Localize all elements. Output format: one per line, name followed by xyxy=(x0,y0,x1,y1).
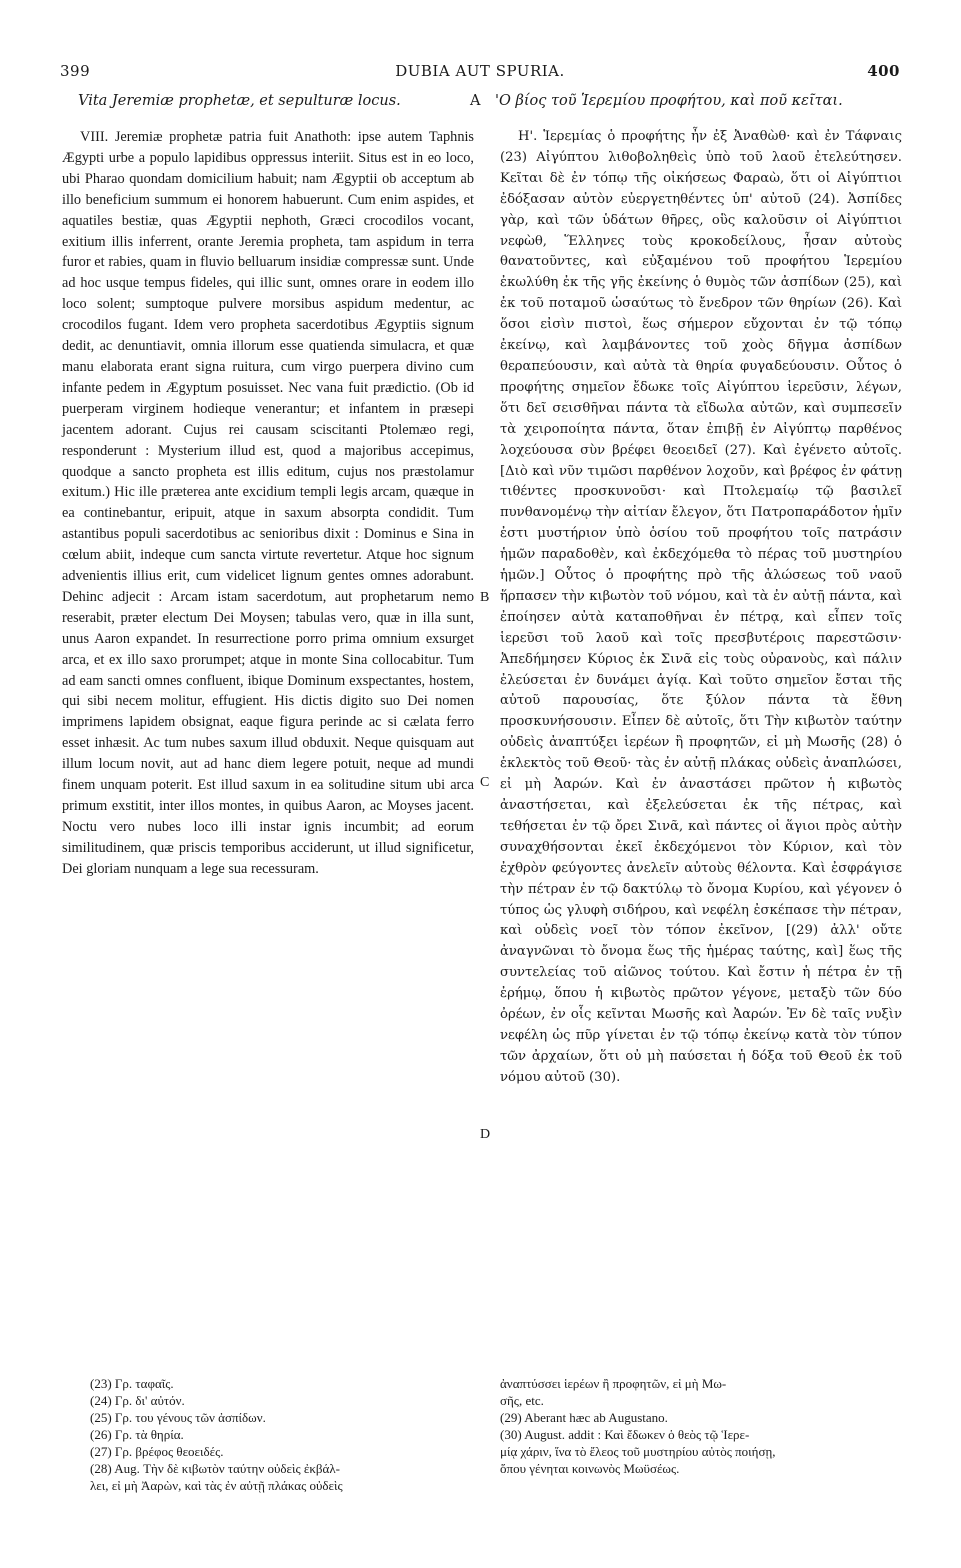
margin-letter-a: A xyxy=(470,93,481,109)
footnote: σῆς, etc. xyxy=(500,1393,544,1408)
footnotes-right xyxy=(500,1375,900,1477)
latin-paragraph: VIII. Jeremiæ prophetæ patria fuit Anathoth: ipse autem Taphnis Ægypti urbe a populo lapidibus oppressus interiit. Situs est in eo loco, ubi Pharao quondam domicilium habuit; nam Ægyptii ob acceptum ab illo beneficium summum ei honorem habuerunt. Cum enim aspides, et aquatiles bestiæ, quas Ægyptii nephoth, Græci crocodilos vocant, exitium illis inferrent, orante Jeremia propheta, tam aspidum in terra furor et rabies, quam in fluvio belluarum insidiæ compressæ sunt. Unde ad hoc usque tempus fideles, qui illic sunt, omnes orare in eodem illo loco solent; sumptoque pulvere morsibus aspidum medentur, ac crocodilos fugant. Idem vero propheta sacerdotibus Ægyptiis signum dedit, ac denuntiavit, omnia illorum esse quatienda simulacra, et quæ manu elaborata erant signa ruitura, cum virgo puerpera divino cum infante pedem in Ægyptum posuisset. Nec vana fuit prædictio. (Ob id puerperam virginem hodieque venerantur; et infantem in præsepi jacentem adorant. Cujus rei causam sciscitanti Ptolemæo regi, responderunt : Mysterium illud est, quod a majoribus accepimus, quodque a sancto propheta est illis editum, cujus nos præstolamur exitum.) Hic ille præterea ante excidium templi legis arcam, quæque in ea continebantur, eripuit, atque in saxum absorpta condidit. Tum astantibus populi sacerdotibus ac senioribus dixit : Dominus e Sina in cœlum abiit, indeque cum sancta virtute revertetur. Atque hoc signum advenientis illius erit, cum videlicet lignum gentes omnes adorabunt. Dehinc adjecit : Arcam istam sacerdotum, aut prophetarum nemo reserabit, præter electum Dei Moysen; tabulas vero, quæ in illa sunt, unus Aaron expandet. In resurrectione porro prima omnium exsurget arca, et ex illo saxo prorumpet; atque in monte Sina collocabitur. Tum ad eam sancti omnes confluent, ibique Dominum exspectantes, hostem, qui sibi necem molitur, effugient. His dictis digito suo Dei nomen imprimens lapidem obsignat, eaque figura perinde ac si cælata ferro esset inhæsit. Ac tum nubes saxum illud obduxit. Neque quisquam aut illum locum novit, aut ad hanc diem legere potuit, neque ad mundi finem unquam poterit. Est illud saxum in ea solitudine situm ubi arca primum exstitit, inter illos montes, in quibus Aaron, ac Moyses jacent. Noctu vero nubes loco illi instar ignis incumbit; ad eorum similitudinem, quæ priscis temporibus acciderunt, ut illud significetur, Dei gloriam nunquam a lege sua recessuram. xyxy=(62,129,474,877)
margin-letter-b: B xyxy=(480,590,490,605)
page-number-left: 399 xyxy=(60,62,91,80)
latin-subtitle: Vita Jeremiæ prophetæ, et sepulturæ locus. xyxy=(78,93,401,109)
greek-column xyxy=(500,127,902,1089)
running-title: DUBIA AUT SPURIA. xyxy=(395,62,565,80)
footnote: μίᾳ χάριν, ἵνα τὸ ἔλεος τοῦ μυστηρίου αὐτὸς ποιήσῃ, xyxy=(500,1444,776,1459)
margin-letter-d: D xyxy=(480,1127,491,1142)
footnote: (24) Γρ. δι' αὐτόν. xyxy=(90,1393,185,1408)
page-number-right: 400 xyxy=(867,62,900,80)
footnote: ἀναπτύσσει ἱερέων ἢ προφητῶν, εἰ μὴ Μω- xyxy=(500,1376,727,1391)
footnote: ὅπου γένηται κοινωνὸς Μωϋσέως. xyxy=(500,1461,680,1476)
footnote: (25) Γρ. του γένους τῶν ἀσπίδων. xyxy=(90,1410,266,1425)
footnote: (28) Aug. Τὴν δὲ κιβωτὸν ταύτην οὐδεὶς ἐκβάλ- xyxy=(90,1461,340,1476)
footnote: λει, εἰ μὴ Ἀαρὼν, καὶ τὰς ἐν αὐτῇ πλάκας οὐδεὶς xyxy=(90,1478,343,1493)
greek-subtitle: 'Ο βίος τοῦ Ἱερεμίου προφήτου, καὶ ποῦ κεῖται. xyxy=(495,93,843,109)
section-subtitles xyxy=(60,93,920,113)
greek-paragraph: Η'. Ἱερεμίας ὁ προφήτης ἦν ἐξ Ἀναθὼθ· καὶ ἐν Τάφναις (23) Αἰγύπτου λιθοβοληθεὶς ὑπὸ τοῦ λαοῦ ἐτελεύτησεν. Κεῖται δὲ ἐν τόπῳ τῆς οἰκήσεως Φαραὼ, ὅτι οἱ Αἰγύπτιοι ἐδόξασαν αὐτὸν εὐεργετηθέντες ὑπ' αὐτοῦ (24). Ἀσπίδες γὰρ, καὶ τῶν ὑδάτων θῆρες, οὓς καλοῦσιν οἱ Αἰγύπτιοι νεφὼθ, Ἕλληνες τοὺς κροκοδείλους, ἦσαν αὐτοὺς θανατοῦντες, καὶ εὐξαμένου τοῦ προφήτου Ἱερεμίου ἐκωλύθη ἐκ τῆς γῆς ἐκείνης ὁ θυμὸς τῶν ἀσπίδων (25), καὶ ἐκ τοῦ ποταμοῦ ὡσαύτως τὸ ἔνεδρον τῶν θηρίων (26). Καὶ ὅσοι εἰσὶν πιστοὶ, ἕως σήμερον εὔχονται ἐν τῷ τόπῳ ἐκείνῳ, καὶ λαμβάνοντες τοῦ χοὸς δῆγμα ἀσπίδων θεραπεύουσιν, καὶ αὐτὰ τὰ θηρία φυγαδεύουσιν. Οὗτος ὁ προφήτης σημεῖον ἔδωκε τοῖς Αἰγύπτου ἱερεῦσιν, λέγων, ὅτι δεῖ σεισθῆναι πάντα τὰ εἴδωλα αὐτῶν, καὶ συμπεσεῖν τὰ χειροποίητα πάντα, ὅταν ἐπιβῇ ἐν Αἰγύπτῳ παρθένος λοχεύουσα σὺν βρέφει θεοειδεῖ (27). Καὶ ἐγένετο αὐτοῖς. [Διὸ καὶ νῦν τιμῶσι παρθένον λοχοῦν, καὶ βρέφος ἐν φάτνῃ τιθέντες προσκυνοῦσι· καὶ Πτολεμαίῳ τῷ βασιλεῖ πυνθανομένῳ τὴν αἰτίαν ἔλεγον, ὅτι Πατροπαράδοτον ἡμῖν ἐστι μυστήριον ὑπὸ ὁσίου τοῦ προφήτου τοῖς πατράσιν ἡμῶν παραδοθὲν, καὶ ἐκδεχόμεθα τὸ πέρας τοῦ μυστηρίου ἡμῶν.] Οὗτος ὁ προφήτης πρὸ τῆς ἁλώσεως τοῦ ναοῦ ἥρπασεν τὴν κιβωτὸν τοῦ νόμου, καὶ τὰ ἐν αὐτῇ πάντα, καὶ ἐποίησεν αὐτὰ καταποθῆναι ἐν πέτρᾳ, καὶ εἶπεν τοῖς ἱερεῦσι τοῦ λαοῦ καὶ τοῖς πρεσβυτέροις παρεστῶσιν· Ἀπεδήμησεν Κύριος ἐκ Σινᾶ εἰς τοὺς οὐρανοὺς, καὶ πάλιν ἐλεύσεται ἐν δυνάμει ἁγίᾳ. Καὶ τοῦτο σημεῖον ἔσται τῆς αὐτοῦ παρουσίας, ὅτε ξύλον πάντα τὰ ἔθνη προσκυνήσουσιν. Εἶπεν δὲ αὐτοῖς, ὅτι Τὴν κιβωτὸν ταύτην οὐδεὶς ἀναπτύξει ἱερέων ἢ προφητῶν, εἰ μὴ Μωσῆς (28) ὁ ἐκλεκτὸς τοῦ Θεοῦ· τὰς ἐν αὐτῇ πλάκας οὐδεὶς ἀναπλώσει, εἰ μὴ Ἀαρών. Καὶ ἐν ἀναστάσει πρῶτον ἡ κιβωτὸς ἀναστήσεται, καὶ ἐξελεύσεται ἐκ τῆς πέτρας, καὶ τεθήσεται ἐν τῷ ὄρει Σινᾶ, καὶ πάντες οἱ ἅγιοι πρὸς αὐτὴν συναχθήσονται ἐκεῖ ἐκδεχόμενοι τὸν Κύριον, καὶ τὸν ἐχθρὸν φεύγοντες ἀνελεῖν αὐτοὺς θέλοντα. Καὶ ἐσφράγισε τὴν πέτραν ἐν τῷ δακτύλῳ τὸ ὄνομα Κυρίου, καὶ γέγονεν ὁ τύπος ὡς γλυφὴ σιδήρου, καὶ νεφέλη ἐσκέπασε τὴν πέτραν, καὶ οὐδεὶς νοεῖ τὸν τόπον ἐκεῖνον, [(29) ἀλλ' οὔτε ἀναγνῶναι τὸ ὄνομα ἕως τῆς ἡμέρας ταύτης, καὶ] ἕως τῆς συντελείας τοῦ αἰῶνος τούτου. Καὶ ἔστιν ἡ πέτρα ἐν τῇ ἐρήμῳ, ὅπου ἡ κιβωτὸς πρῶτον γέγονε, μεταξὺ τῶν δύο ὀρέων, ἐν οἷς κεῖνται Μωσῆς καὶ Ἀαρών. Ἐν δὲ ταῖς νυξὶν νεφέλη ὡς πῦρ γίνεται ἐν τῷ τόπῳ ἐκείνῳ κατὰ τὸν τύπον τῶν ἀρχαίων, ὅτι οὐ μὴ παύσεται ἡ δόξα τοῦ Θεοῦ ἐκ τοῦ νόμου αὐτοῦ (30). xyxy=(500,129,902,1085)
footnote: (29) Aberant hæc ab Augustano. xyxy=(500,1410,668,1425)
footnote: (23) Γρ. ταφαῖς. xyxy=(90,1376,174,1391)
footnote: (27) Γρ. βρέφος θεοειδές. xyxy=(90,1444,224,1459)
footnotes-left xyxy=(90,1375,490,1494)
page-header xyxy=(60,62,900,82)
footnote: (26) Γρ. τὰ θηρία. xyxy=(90,1427,184,1442)
margin-letter-c: C xyxy=(480,775,490,790)
footnote: (30) August. addit : Καὶ ἔδωκεν ὁ θεὸς τῷ Ἱερε- xyxy=(500,1427,750,1442)
latin-column xyxy=(62,127,474,880)
